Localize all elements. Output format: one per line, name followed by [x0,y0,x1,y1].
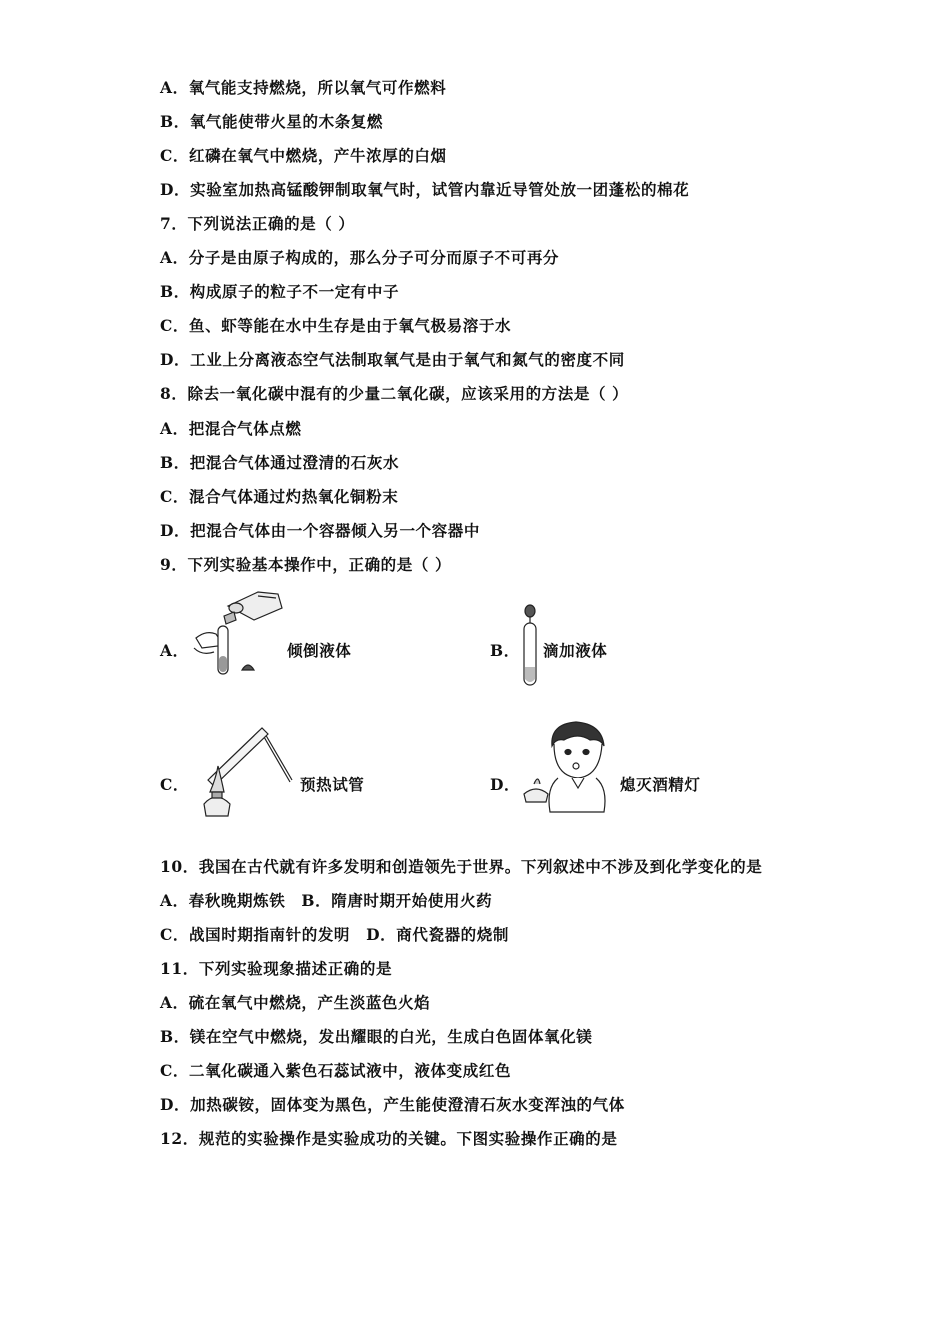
q9-option-a-caption: 倾倒液体 [287,641,352,660]
q11-option-d: D．加热碳铵，固体变为黑色，产生能使澄清石灰水变浑浊的气体 [160,1095,625,1114]
q6-option-d: D．实验室加热高锰酸钾制取氧气时，试管内靠近导管处放一团蓬松的棉花 [160,180,690,199]
q11-option-a: A．硫在氧气中燃烧，产生淡蓝色火焰 [160,993,431,1012]
q9-option-b-letter: B． [490,641,520,660]
q11-option-c: C．二氧化碳通入紫色石蕊试液中，液体变成红色 [160,1061,512,1080]
q12-stem: 12．规范的实验操作是实验成功的关键。下图实验操作正确的是 [160,1129,618,1148]
q6-option-b: B．氧气能使带火星的木条复燃 [160,112,384,131]
q8-option-c: C．混合气体通过灼热氧化铜粉末 [160,487,399,506]
q10-stem: 10．我国在古代就有许多发明和创造领先于世界。下列叙述中不涉及到化学变化的是 [160,857,763,876]
q11-option-b: B．镁在空气中燃烧，发出耀眼的白光，生成白色固体氧化镁 [160,1027,593,1046]
q9-option-d-caption: 熄灭酒精灯 [620,775,701,794]
q9-option-a-letter: A． [160,641,189,660]
q8-option-d: D．把混合气体由一个容器倾入另一个容器中 [160,521,480,540]
q10-options-cd: C．战国时期指南针的发明 D．商代瓷器的烧制 [160,925,509,944]
q9-stem: 9．下列实验基本操作中，正确的是（ ） [160,555,452,574]
preheating-illustration [190,722,300,822]
q9-option-d-letter: D． [490,775,521,794]
q6-option-c: C．红磷在氧气中燃烧，产牛浓厚的白烟 [160,146,447,165]
q6-option-a: A．氧气能支持燃烧，所以氧气可作燃料 [160,78,447,97]
q7-option-b: B．构成原子的粒子不一定有中子 [160,282,400,301]
q8-stem: 8．除去一氧化碳中混有的少量二氧化碳，应该采用的方法是（ ） [160,384,629,403]
q9-option-c-caption: 预热试管 [300,775,365,794]
q7-option-d: D．工业上分离液态空气法制取氧气是由于氧气和氮气的密度不同 [160,350,625,369]
q9-option-b-caption: 滴加液体 [543,641,608,660]
q8-option-a: A．把混合气体点燃 [160,419,302,438]
q9-option-c-letter: C． [160,775,190,794]
blowing-lamp-illustration [520,718,620,816]
pouring-liquid-illustration [188,586,288,678]
q8-option-b: B．把混合气体通过澄清的石灰水 [160,453,400,472]
q10-options-ab: A．春秋晚期炼铁 B．隋唐时期开始使用火药 [160,891,493,910]
q11-stem: 11．下列实验现象描述正确的是 [160,959,393,978]
q7-option-a: A．分子是由原子构成的，那么分子可分而原子不可再分 [160,248,560,267]
q7-option-c: C．鱼、虾等能在水中生存是由于氧气极易溶于水 [160,316,512,335]
q7-stem: 7．下列说法正确的是（ ） [160,214,355,233]
dropper-illustration [515,603,545,689]
